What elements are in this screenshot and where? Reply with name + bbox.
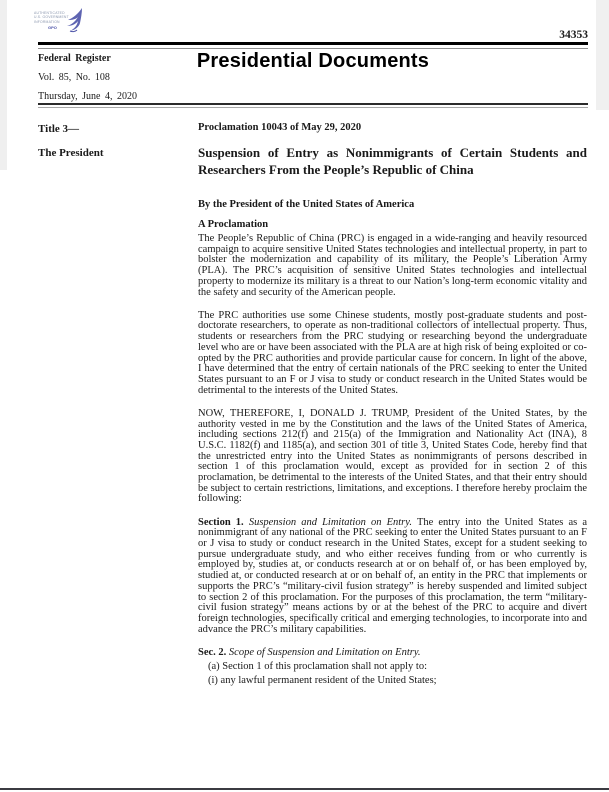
masthead-bottom-rule bbox=[38, 103, 588, 108]
section-2-heading bbox=[198, 648, 587, 659]
gpo-abbr-label: GPO bbox=[48, 25, 57, 30]
document-title: Suspension of Entry as Nonimmigrants of Certain Students and Researchers From the People’s Republic of China bbox=[198, 145, 587, 177]
section-1-title: Suspension and Limitation on Entry. bbox=[248, 516, 412, 528]
masthead-publication: Federal Register bbox=[38, 53, 111, 64]
section-1-text: The entry into the United States as a nonimmigrant of any national of the PRC seeking to enter the United States pursuant to an F or J visa to study or conduct research in the United States, except for a student seeking to pursue undergraduate study, and who either receives funding from or who currently is employed by, studies at, or conducts research at or on behalf of, or has been employed by, studied at, or conducted research at or on behalf of, an entity in the PRC that implements or supports the PRC’s “military-civil fusion strategy” is hereby suspended and limited subject to section 2 of this proclamation. For the purposes of this proclamation, the term “military-civil fusion strategy” means actions by or at the behest of the PRC to acquire and divert foreign technologies, specifically critical and emerging technologies, to incorporate into and advance the PRC’s military capabilities. bbox=[198, 516, 587, 635]
section-1-paragraph bbox=[198, 518, 587, 636]
masthead-section-title: Presidential Documents bbox=[196, 50, 430, 72]
paragraph: NOW, THEREFORE, I, DONALD J. TRUMP, President of the United States, by the authority vested in me by the Constitution and the laws of the United States of America, including sections 212(f) and 215(a) of the Immigration and Nationality Act (INA), 8 U.S.C. 1182(f) and 1185(a), and section 301 of title 3, United States Code, hereby find that the unrestricted entry into the United States as nonimmigrants of persons described in section 1 of this proclamation would, except as provided for in section 2 of this proclamation, be detrimental to the interests of the United States, and that their entry should be subject to certain restrictions, limitations, and exceptions. I therefore hereby proclaim the following: bbox=[198, 407, 587, 505]
gpo-eagle-icon bbox=[58, 7, 88, 37]
proclamation-heading: Proclamation 10043 of May 29, 2020 bbox=[198, 122, 362, 133]
page-bottom-rule bbox=[0, 788, 609, 790]
document-body bbox=[198, 122, 587, 687]
gpo-authentication-logo bbox=[34, 7, 90, 37]
main-content bbox=[38, 122, 587, 690]
paragraph: The PRC authorities use some Chinese students, mostly post-graduate students and post-doctorate researchers, to operate as non-traditional collectors of intellectual property. Thus, students or researchers from the PRC studying or researching beyond the undergraduate level who are or have been associated with the PLA are at high risk of being exploited or co-opted by the PRC authorities and provide particular cause for concern. In light of the above, I have determined that the entry of certain nationals of the PRC seeking to enter the United States pursuant to an F or J visa to study or conduct research in the United States would be detrimental to the interests of the United States. bbox=[198, 309, 587, 396]
sidebar-title: Title 3— bbox=[38, 123, 80, 135]
gpo-logo-text: AUTHENTICATED U.S. GOVERNMENT INFORMATION bbox=[34, 11, 69, 24]
page-edge-right bbox=[596, 0, 609, 110]
top-double-rule bbox=[38, 42, 588, 49]
sidebar-subtitle: The President bbox=[38, 147, 104, 159]
page-number: 34353 bbox=[559, 29, 588, 41]
proclamation-subheading: A Proclamation bbox=[198, 219, 269, 230]
page-edge-left bbox=[0, 0, 7, 170]
byline: By the President of the United States of America bbox=[198, 199, 415, 210]
masthead-volume: Vol. 85, No. 108 bbox=[38, 72, 110, 83]
section-1-label: Section 1. bbox=[198, 516, 244, 528]
sidebar bbox=[38, 123, 188, 159]
section-2-title: Scope of Suspension and Limitation on Entry. bbox=[228, 646, 421, 658]
section-2-item: (a) Section 1 of this proclamation shall not apply to: bbox=[208, 660, 427, 672]
masthead-date: Thursday, June 4, 2020 bbox=[38, 91, 137, 102]
section-2-label: Sec. 2. bbox=[198, 646, 227, 658]
masthead bbox=[38, 50, 588, 102]
paragraph: The People’s Republic of China (PRC) is engaged in a wide-ranging and heavily resourced campaign to acquire sensitive United States technologies and intellectual property, in part to bolster the modernization and capability of its military, the People’s Liberation Army (PLA). The PRC’s acquisition of sensitive United States technologies and intellectual property to modernize its military is a threat to our Nation’s long-term economic vitality and the safety and security of the American people. bbox=[198, 233, 587, 298]
section-2-item: (i) any lawful permanent resident of the United States; bbox=[208, 674, 437, 686]
